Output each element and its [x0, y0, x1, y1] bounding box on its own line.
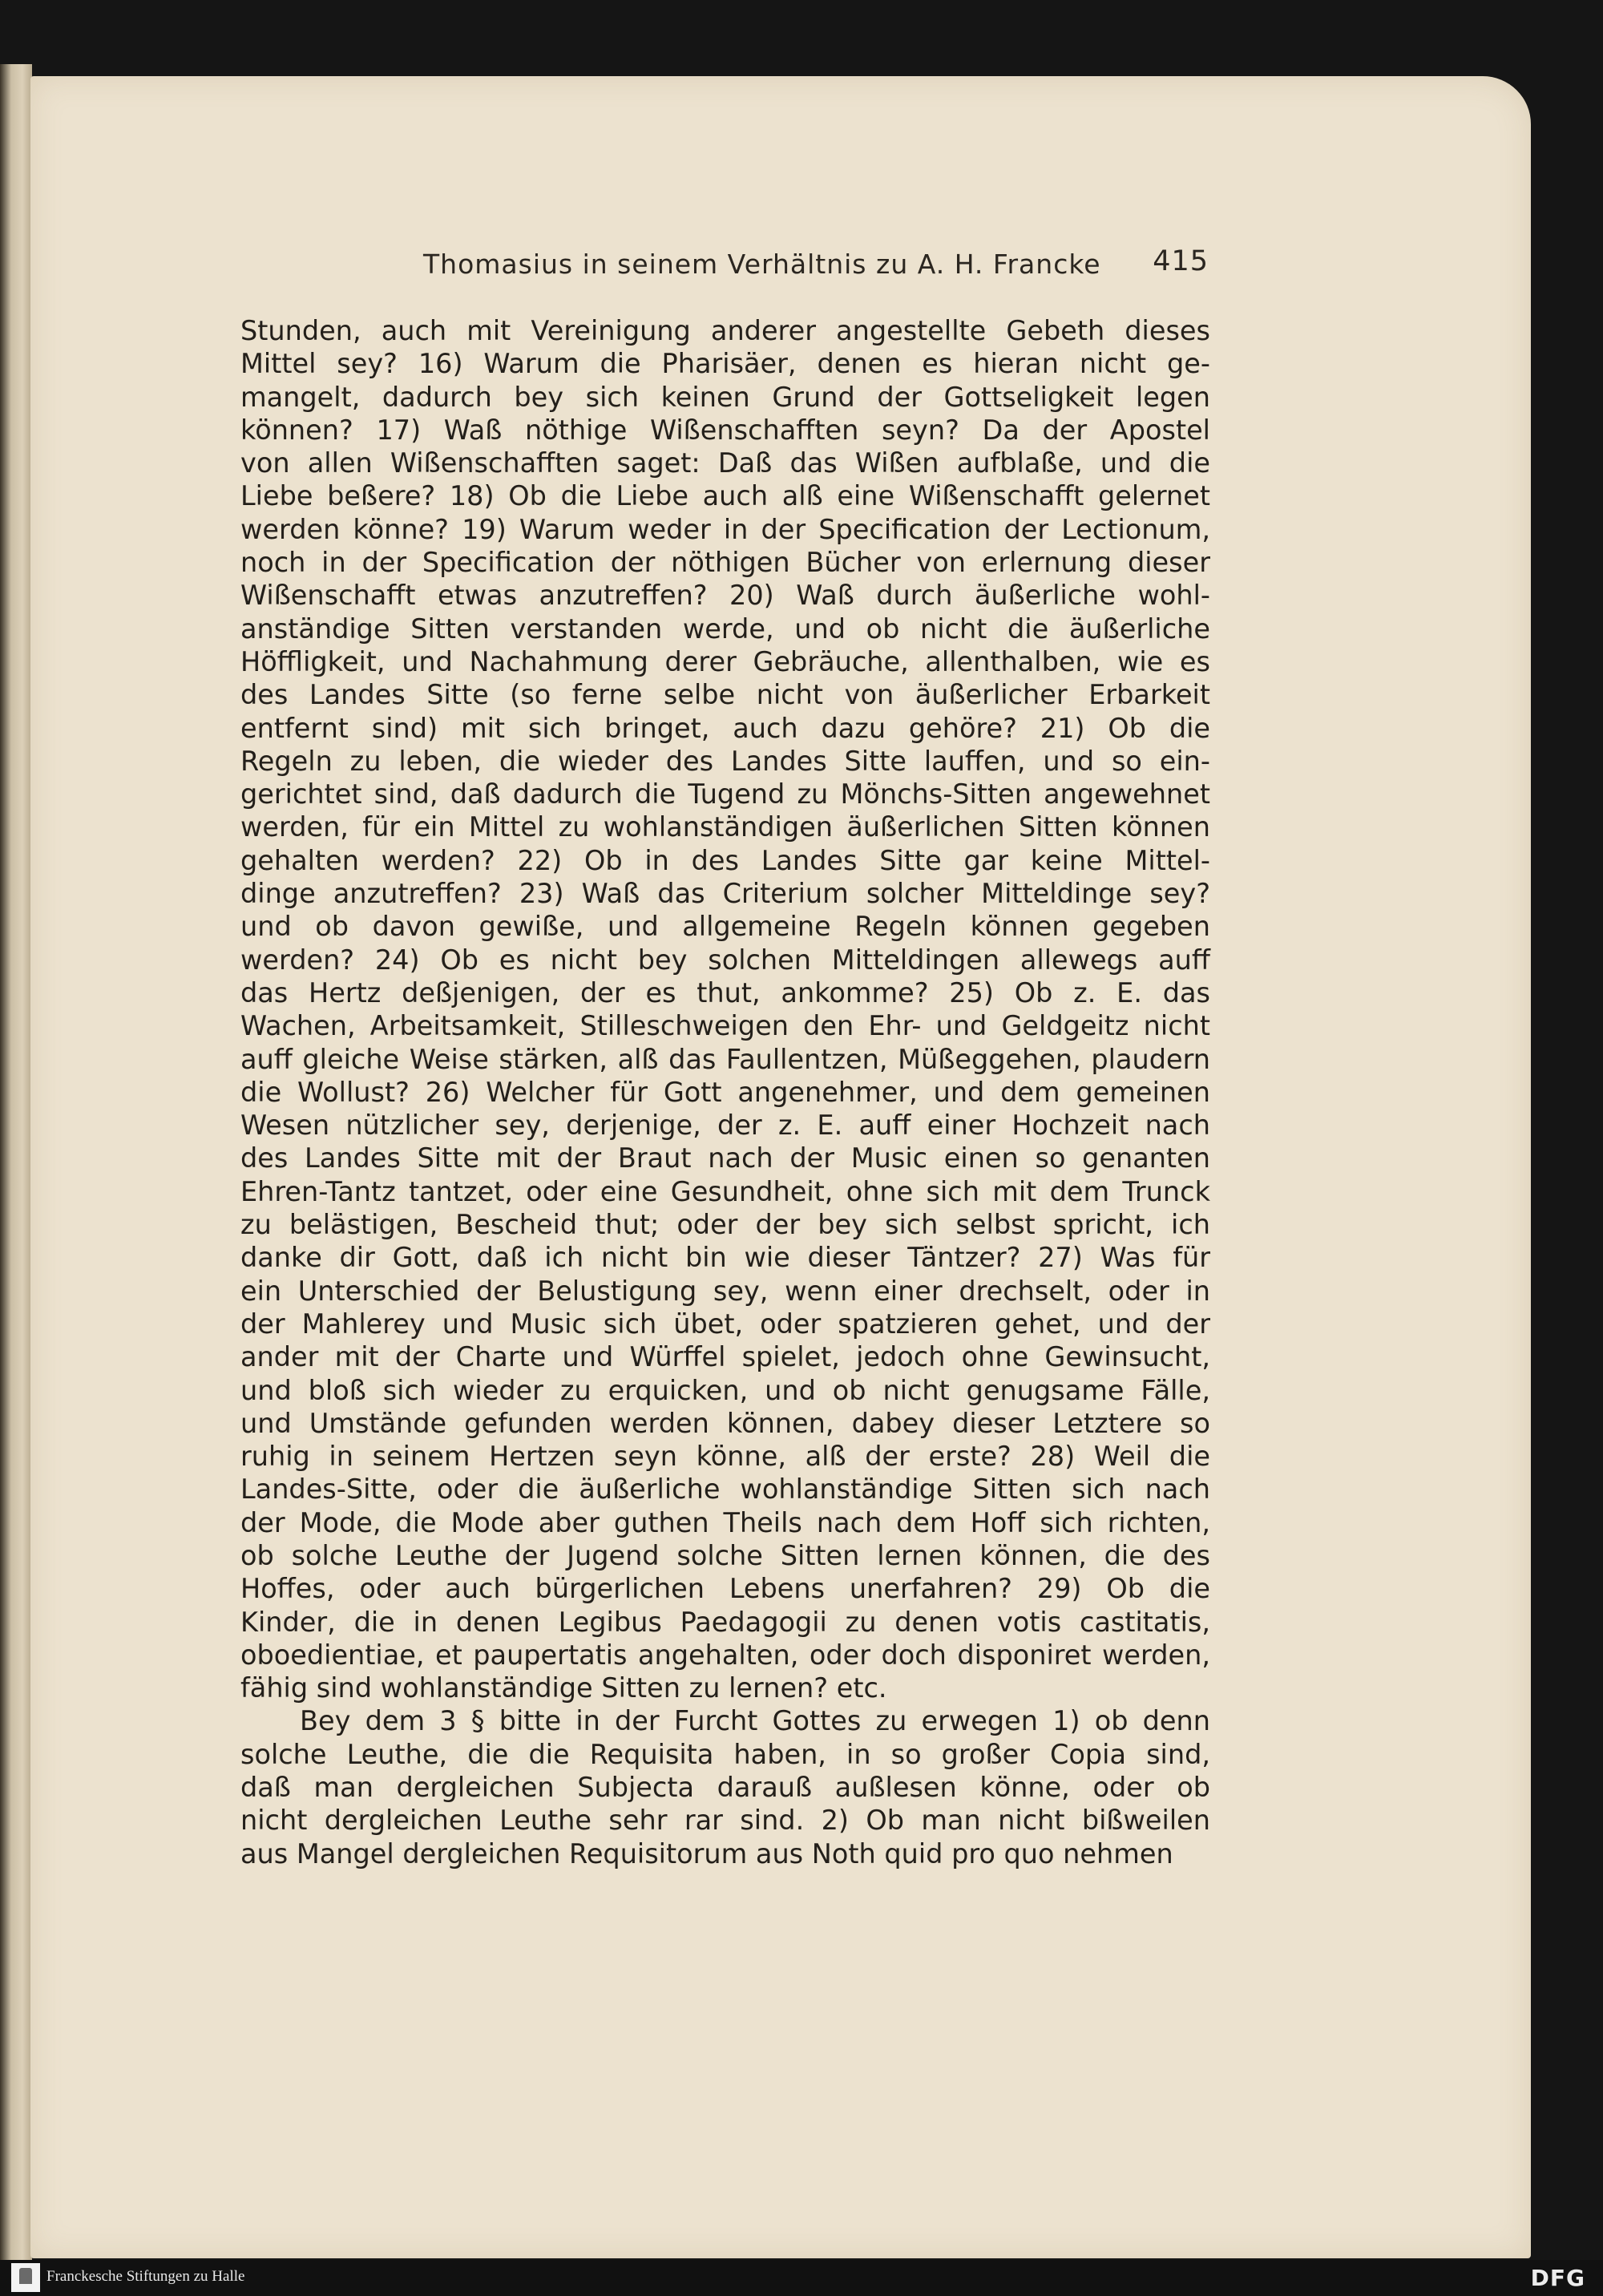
text-line: gerichtet sind, daß dadurch die Tugend zu Mönchs-Sitten angewehnet — [240, 778, 1210, 810]
institution-logo-icon — [11, 2263, 40, 2292]
text-line: nicht dergleichen Leuthe sehr rar sind. 2) Ob man nicht bißweilen — [240, 1805, 1210, 1837]
text-line: von allen Wißenschafften saget: Daß das Wißen aufblaße, und die — [240, 447, 1210, 479]
institution-name: Franckesche Stiftungen zu Halle — [46, 2268, 245, 2285]
text-line: Ehren-Tantz tantzet, oder eine Gesundheit, ohne sich mit dem Trunck — [240, 1175, 1210, 1207]
text-line: ander mit der Charte und Würffel spielet, jedoch ohne Gewinsucht, — [240, 1341, 1210, 1373]
text-line: solche Leuthe, die die Requisita haben, in so großer Copia sind, — [240, 1738, 1210, 1770]
text-line: Liebe beßere? 18) Ob die Liebe auch alß eine Wißenschafft gelernet — [240, 480, 1210, 512]
dfg-logo: DFG — [1530, 2265, 1585, 2291]
text-line: ob solche Leuthe der Jugend solche Sitten lernen können, die des — [240, 1539, 1210, 1571]
text-line: Bey dem 3 § bitte in der Furcht Gottes zu erwegen 1) ob denn — [300, 1705, 1210, 1737]
text-line: gehalten werden? 22) Ob in des Landes Sitte gar keine Mittel- — [240, 844, 1210, 876]
text-line: Stunden, auch mit Vereinigung anderer angestellte Gebeth dieses — [240, 315, 1210, 346]
text-line: die Wollust? 26) Welcher für Gott angenehmer, und dem gemeinen — [240, 1076, 1210, 1108]
text-line: werden könne? 19) Warum weder in der Specification der Lectionum, — [240, 513, 1210, 545]
page-number: 415 — [1153, 245, 1209, 277]
footer-bar — [0, 2260, 1603, 2296]
text-line: der Mode, die Mode aber guthen Theils nach dem Hoff sich richten, — [240, 1506, 1210, 1538]
text-line: fähig sind wohlanständige Sitten zu lernen? etc. — [240, 1672, 887, 1704]
body-text — [240, 314, 1210, 1870]
text-line: des Landes Sitte (so ferne selbe nicht von äußerlicher Erbarkeit — [240, 679, 1210, 711]
text-line: auff gleiche Weise stärken, alß das Faullentzen, Müßeggehen, plaudern — [240, 1043, 1210, 1075]
running-title: Thomasius in seinem Verhältnis zu A. H. Francke — [423, 249, 1101, 280]
text-line: Wesen nützlicher sey, derjenige, der z. E. auff einer Hochzeit nach — [240, 1110, 1210, 1142]
text-line: entfernt sind) mit sich bringet, auch dazu gehöre? 21) Ob die — [240, 712, 1210, 744]
text-line: Wachen, Arbeitsamkeit, Stilleschweigen den Ehr- und Geldgeitz nicht — [240, 1010, 1210, 1042]
text-line: ruhig in seinem Hertzen seyn könne, alß der erste? 28) Weil die — [240, 1441, 1210, 1473]
text-line: und ob davon gewiße, und allgemeine Regeln können gegeben — [240, 911, 1210, 943]
text-line: der Mahlerey und Music sich übet, oder spatzieren gehet, und der — [240, 1308, 1210, 1340]
text-line: Höffligkeit, und Nachahmung derer Gebräuche, allenthalben, wie es — [240, 645, 1210, 677]
text-line: anständige Sitten verstanden werde, und ob nicht die äußerliche — [240, 612, 1210, 645]
text-line: oboedientiae, et paupertatis angehalten, oder doch disponiret werden, — [240, 1639, 1210, 1671]
text-line: daß man dergleichen Subjecta darauß außlesen könne, oder ob — [240, 1772, 1210, 1804]
text-line: Mittel sey? 16) Warum die Pharisäer, denen es hieran nicht ge- — [240, 348, 1210, 380]
text-line: zu belästigen, Bescheid thut; oder der bey sich selbst spricht, ich — [240, 1209, 1210, 1241]
text-line: werden, für ein Mittel zu wohlanständigen äußerlichen Sitten können — [240, 811, 1210, 843]
text-line: Kinder, die in denen Legibus Paedagogii zu denen votis castitatis, — [240, 1606, 1210, 1638]
text-line: Hoffes, oder auch bürgerlichen Lebens unerfahren? 29) Ob die — [240, 1573, 1210, 1605]
book-back-page-edge — [0, 64, 32, 2261]
text-line: ein Unterschied der Belustigung sey, wenn einer drechselt, oder in — [240, 1275, 1210, 1307]
text-line: das Hertz deßjenigen, der es thut, ankomme? 25) Ob z. E. das — [240, 976, 1210, 1009]
text-line: Landes-Sitte, oder die äußerliche wohlanständige Sitten sich nach — [240, 1473, 1210, 1506]
text-line: Wißenschafft etwas anzutreffen? 20) Waß durch äußerliche wohl- — [240, 580, 1210, 612]
text-line: und bloß sich wieder zu erquicken, und ob nicht genugsame Fälle, — [240, 1374, 1210, 1406]
text-line: dinge anzutreffen? 23) Waß das Criterium solcher Mitteldinge sey? — [240, 878, 1210, 910]
text-line: können? 17) Waß nöthige Wißenschafften seyn? Da der Apostel — [240, 414, 1210, 446]
text-line: des Landes Sitte mit der Braut nach der Music einen so genanten — [240, 1142, 1210, 1174]
text-line: und Umstände gefunden werden können, dabey dieser Letztere so — [240, 1407, 1210, 1439]
text-line: danke dir Gott, daß ich nicht bin wie dieser Täntzer? 27) Was für — [240, 1242, 1210, 1274]
text-line: aus Mangel dergleichen Requisitorum aus Noth quid pro quo nehmen — [240, 1837, 1173, 1870]
text-line: mangelt, dadurch bey sich keinen Grund der Gottseligkeit legen — [240, 381, 1210, 413]
text-line: Regeln zu leben, die wieder des Landes Sitte lauffen, und so ein- — [240, 745, 1210, 777]
text-line: noch in der Specification der nöthigen Bücher von erlernung dieser — [240, 547, 1210, 579]
text-line: werden? 24) Ob es nicht bey solchen Mitteldingen allewegs auff — [240, 944, 1210, 976]
